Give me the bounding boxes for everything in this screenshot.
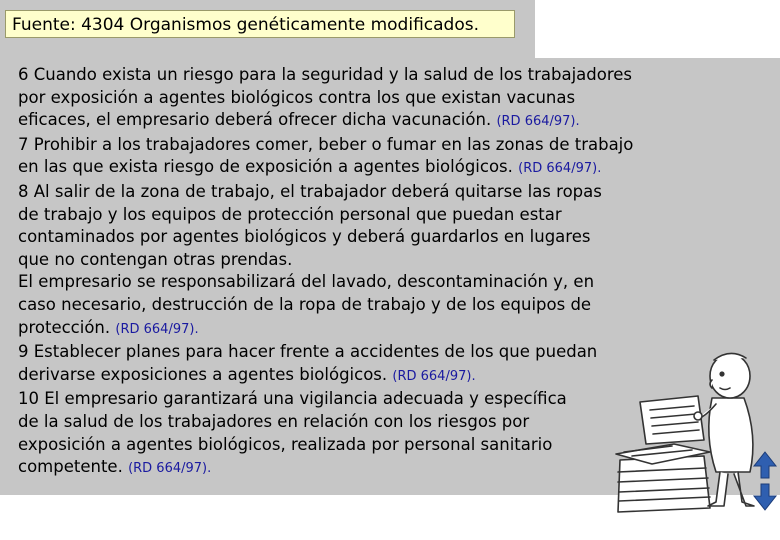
text-line xyxy=(18,156,708,181)
text-line xyxy=(18,456,708,481)
source-label: Fuente: 4304 Organismos genéticamente modificados. xyxy=(5,10,515,38)
text-line: 9 Establecer planes para hacer frente a accidentes de los que puedan xyxy=(18,342,598,362)
legal-reference: (RD 664/97). xyxy=(128,461,212,477)
text-line: 10 El empresario garantizará una vigilancia adecuada y específica xyxy=(18,389,567,409)
text-line-body: competente. xyxy=(18,457,123,477)
person-reading-document-icon xyxy=(612,340,762,515)
legal-reference: (RD 664/97). xyxy=(496,114,580,130)
arrow-up-icon[interactable] xyxy=(754,452,776,478)
up-down-arrows-icon[interactable] xyxy=(752,450,778,512)
text-line-body: en las que exista riesgo de exposición a agentes biológicos. xyxy=(18,157,513,177)
text-line xyxy=(18,317,708,342)
arrow-down-icon[interactable] xyxy=(754,484,776,510)
text-line: por exposición a agentes biológicos contra los que existan vacunas xyxy=(18,87,576,107)
text-line xyxy=(18,364,708,389)
text-line: 7 Prohibir a los trabajadores comer, beber o fumar en las zonas de trabajo xyxy=(18,134,634,154)
text-line: que no contengan otras prendas. xyxy=(18,249,293,269)
regulation-text xyxy=(18,64,708,481)
legal-reference: (RD 664/97). xyxy=(518,161,602,177)
legal-reference: (RD 664/97). xyxy=(115,321,199,337)
text-line: de la salud de los trabajadores en relación con los riesgos por xyxy=(18,411,530,431)
text-line: 6 Cuando exista un riesgo para la seguridad y la salud de los trabajadores xyxy=(18,65,633,84)
text-line xyxy=(18,109,708,134)
text-line-body: derivarse exposiciones a agentes biológicos. xyxy=(18,364,388,384)
legal-reference: (RD 664/97). xyxy=(392,368,476,384)
text-line: El empresario se responsabilizará del lavado, descontaminación y, en xyxy=(18,272,595,292)
text-line: de trabajo y los equipos de protección personal que puedan estar xyxy=(18,204,562,224)
text-line-body: protección. xyxy=(18,317,111,337)
text-line: 8 Al salir de la zona de trabajo, el trabajador deberá quitarse las ropas xyxy=(18,181,602,201)
text-line: contaminados por agentes biológicos y deberá guardarlos en lugares xyxy=(18,227,591,247)
text-line: caso necesario, destrucción de la ropa de trabajo y de los equipos de xyxy=(18,294,592,314)
text-line: exposición a agentes biológicos, realizada por personal sanitario xyxy=(18,434,553,454)
text-line-body: eficaces, el empresario deberá ofrecer dicha vacunación. xyxy=(18,110,492,130)
